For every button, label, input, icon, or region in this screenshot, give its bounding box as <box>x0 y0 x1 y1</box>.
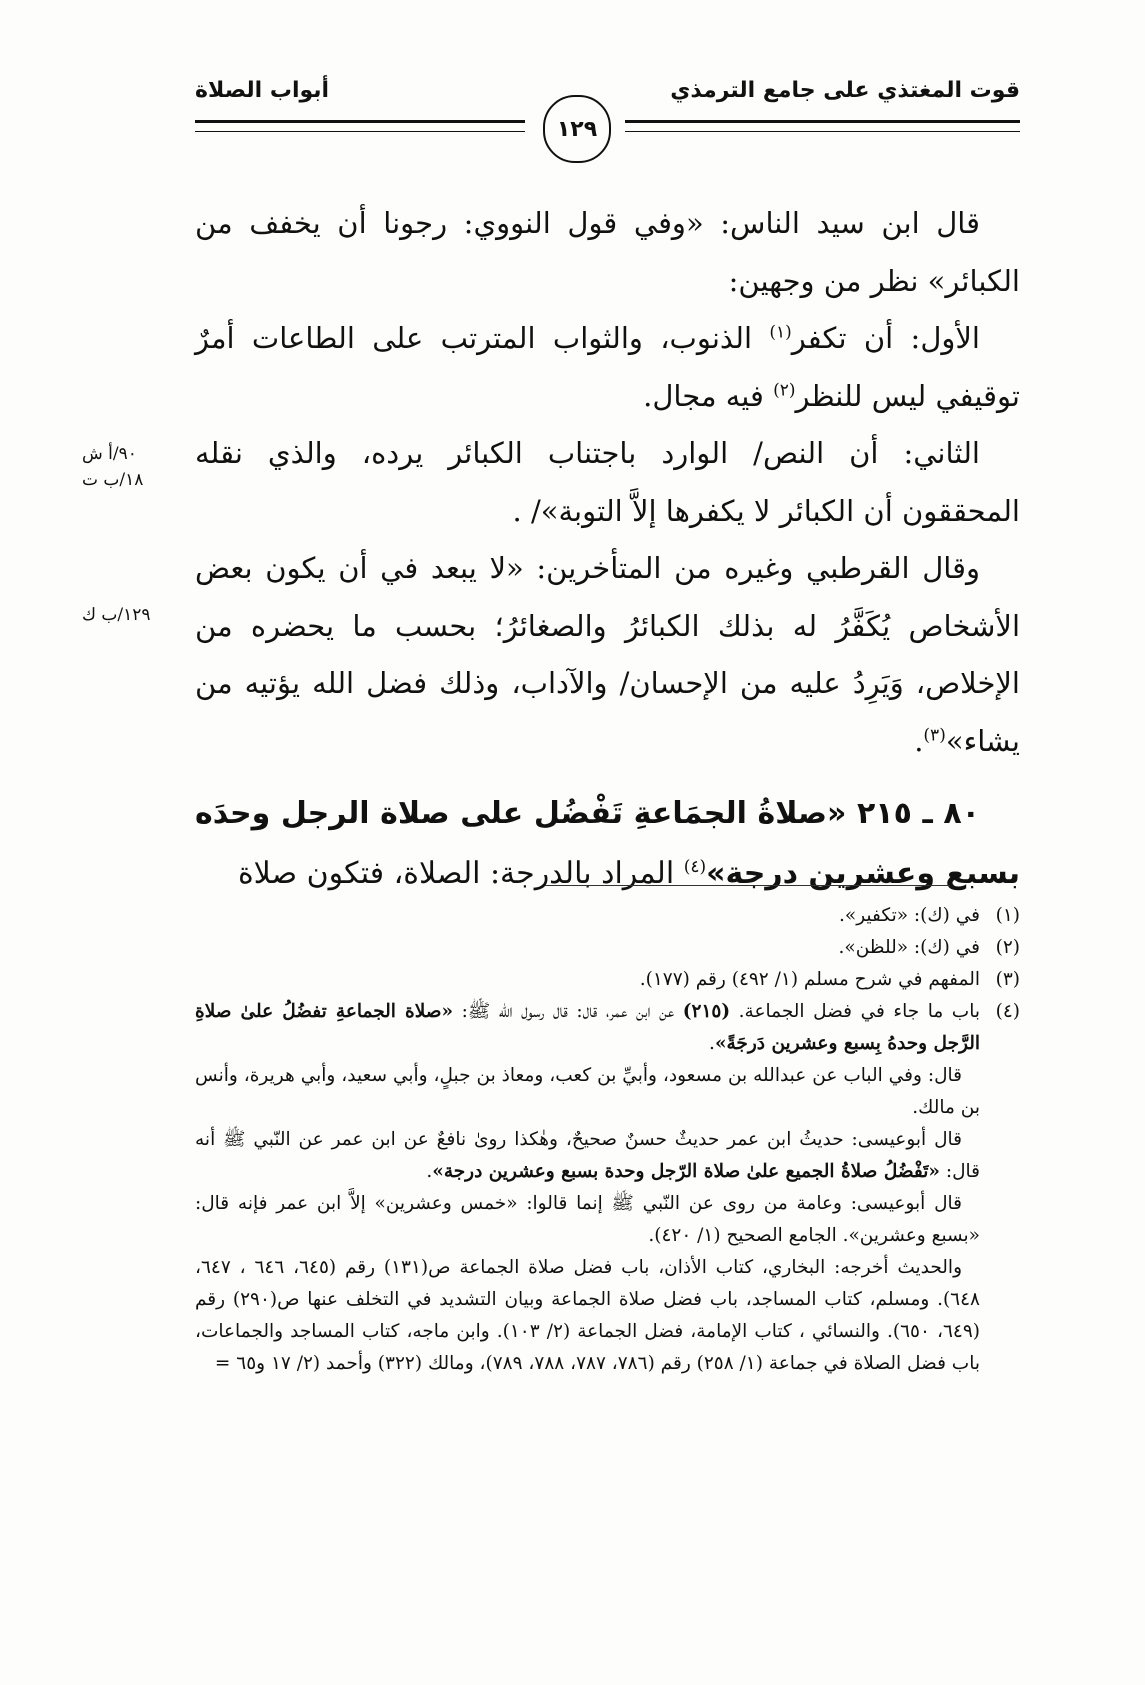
footnote-ref: (٤) <box>683 857 707 877</box>
running-header-book-title: قوت المغتذي على جامع الترمذي <box>670 78 1020 103</box>
footnote-ref: (٣) <box>923 724 946 745</box>
footnote-separator <box>545 885 950 886</box>
footnote <box>195 964 1020 996</box>
main-text <box>195 195 1020 904</box>
footnote <box>195 900 1020 932</box>
footnotes <box>195 900 1020 1380</box>
text-run: المراد بالدرجة: الصلاة، فتكون صلاة <box>237 856 684 891</box>
hadith-heading: ٨٠ ـ ٢١٥ «صلاةُ الجمَاعةِ تَفْضُل على صلاة الرجل وحدَه بسبع وعشرين درجة» <box>195 796 1020 891</box>
footnote-number: (٣) <box>995 969 1020 990</box>
hadith-quote: «صلاة الجماعةِ تفضُلُ علىٰ صلاةِ الرَّجل وحدهُ بِسبع وعشرين دَرجَةً» <box>195 1001 980 1054</box>
footnote-continuation: والحديث أخرجه: البخاري، كتاب الأذان، باب فضل صلاة الجماعة ص(١٣١) رقم (٦٤٥، ٦٤٦ ، ٦٤٧، ٦٤٨). ومسلم، كتاب المساجد، باب فضل صلاة الجماعة وبيان التشديد في التخلف عنها ص(٢٩٠) رقم (٦٤٩، ٦٥٠). والنسائي ، كتاب الإمامة، فضل الجماعة (٢/ ١٠٣). وابن ماجه، كتاب المساجد والجماعات، باب فضل الصلاة في جماعة (١/ ٢٥٨) رقم (٧٨٦، ٧٨٧، ٧٨٨، ٧٨٩)، ومالك (٣٢٢) وأحمد (٢/ ١٧ و٦٥ = <box>195 1257 980 1374</box>
text-run: الذنوب، والثواب المترتب على الطاعات أمرٌ توقيفي ليس للنظر <box>195 321 1020 413</box>
text-run: . <box>914 723 924 758</box>
text-run: باب ما جاء في فضل الجماعة. <box>730 1001 981 1022</box>
footnote-continuation: قال: وفي الباب عن عبدالله بن مسعود، وأبيِّ بن كعب، ومعاذ بن جبلٍ، وأبي سعيد، وأبي هريرة، وأنس بن مالك. <box>195 1065 980 1118</box>
footnote-continuation: قال أبوعيسى: وعامة من روى عن النّبي ﷺ إنما قالوا: «خمس وعشرين» إلاَّ ابن عمر فإنه قال: «بسبع وعشرين». الجامع الصحيح (١/ ٤٢٠). <box>195 1193 980 1246</box>
footnote-number: (١) <box>995 905 1020 926</box>
text-run: وقال القرطبي وغيره من المتأخرين: «لا يبعد في أن يكون بعض الأشخاص يُكَفَّرُ له بذلك الكبائرُ والصغائرُ؛ بحسب ما يحضره من الإخلاص، وَيَرِدُ عليه من الإحسان/ والآداب، وذلك فضل الله يؤتيه من يشاء» <box>195 551 1020 758</box>
page-number: ١٢٩ <box>543 95 611 163</box>
hadith-number: (٢١٥) <box>682 1001 731 1022</box>
footnote-number: (٤) <box>995 1001 1020 1022</box>
margin-note-manuscript: ١٢٩/ب ك <box>82 605 151 625</box>
text-run: الأول: أن تكفر <box>791 321 980 355</box>
footnote-ref: (٢) <box>773 379 796 400</box>
margin-note-manuscript: ١٨/ب ت <box>82 470 144 490</box>
footnote-ref: (١) <box>769 322 792 343</box>
paragraph <box>195 310 1020 425</box>
margin-note-manuscript: ٩٠/أ ش <box>82 444 137 464</box>
hadith-quote: «تَفْضُلُ صلاةُ الجميع علىٰ صلاة الرّجل وحدة بسبع وعشرين درجة» <box>432 1161 940 1182</box>
footnote-text: المفهم في شرح مسلم (١/ ٤٩٢) رقم (١٧٧). <box>639 969 980 990</box>
footnote-continuation <box>195 1124 1020 1188</box>
hadith-heading-paragraph <box>195 784 1020 904</box>
running-header-chapter-title: أبواب الصلاة <box>195 78 330 103</box>
text-run: . <box>426 1161 433 1182</box>
header-rule-right <box>625 120 1020 132</box>
footnote-number: (٢) <box>995 937 1020 958</box>
footnote <box>195 932 1020 964</box>
paragraph: الثاني: أن النص/ الوارد باجتناب الكبائر يرده، والذي نقله المحققون أن الكبائر لا يكفرها إلاَّ التوبة»/ . <box>195 436 1020 528</box>
footnote <box>195 996 1020 1060</box>
text-run: فيه مجال. <box>643 378 774 413</box>
footnote-text <box>195 996 980 1060</box>
paragraph: قال ابن سيد الناس: «وفي قول النووي: رجونا أن يخفف من الكبائر» نظر من وجهين: <box>195 206 1020 298</box>
paragraph <box>195 540 1020 770</box>
text-run: عن ابن عمر، قال: قال رسول الله ﷺ: <box>453 1001 683 1022</box>
header-rule-left <box>195 120 525 132</box>
text-run: . <box>709 1033 715 1054</box>
footnote-text: في (ك): «للظن». <box>838 937 980 958</box>
footnote-text: في (ك): «تكفير». <box>839 905 980 926</box>
text-run: قال أبوعيسى: حديثُ ابن عمر حديثٌ حسنٌ صحيحٌ، وهٰكذا روىٰ نافعٌ عن ابن عمر عن النّبي ﷺ أنه قال: <box>195 1129 980 1182</box>
